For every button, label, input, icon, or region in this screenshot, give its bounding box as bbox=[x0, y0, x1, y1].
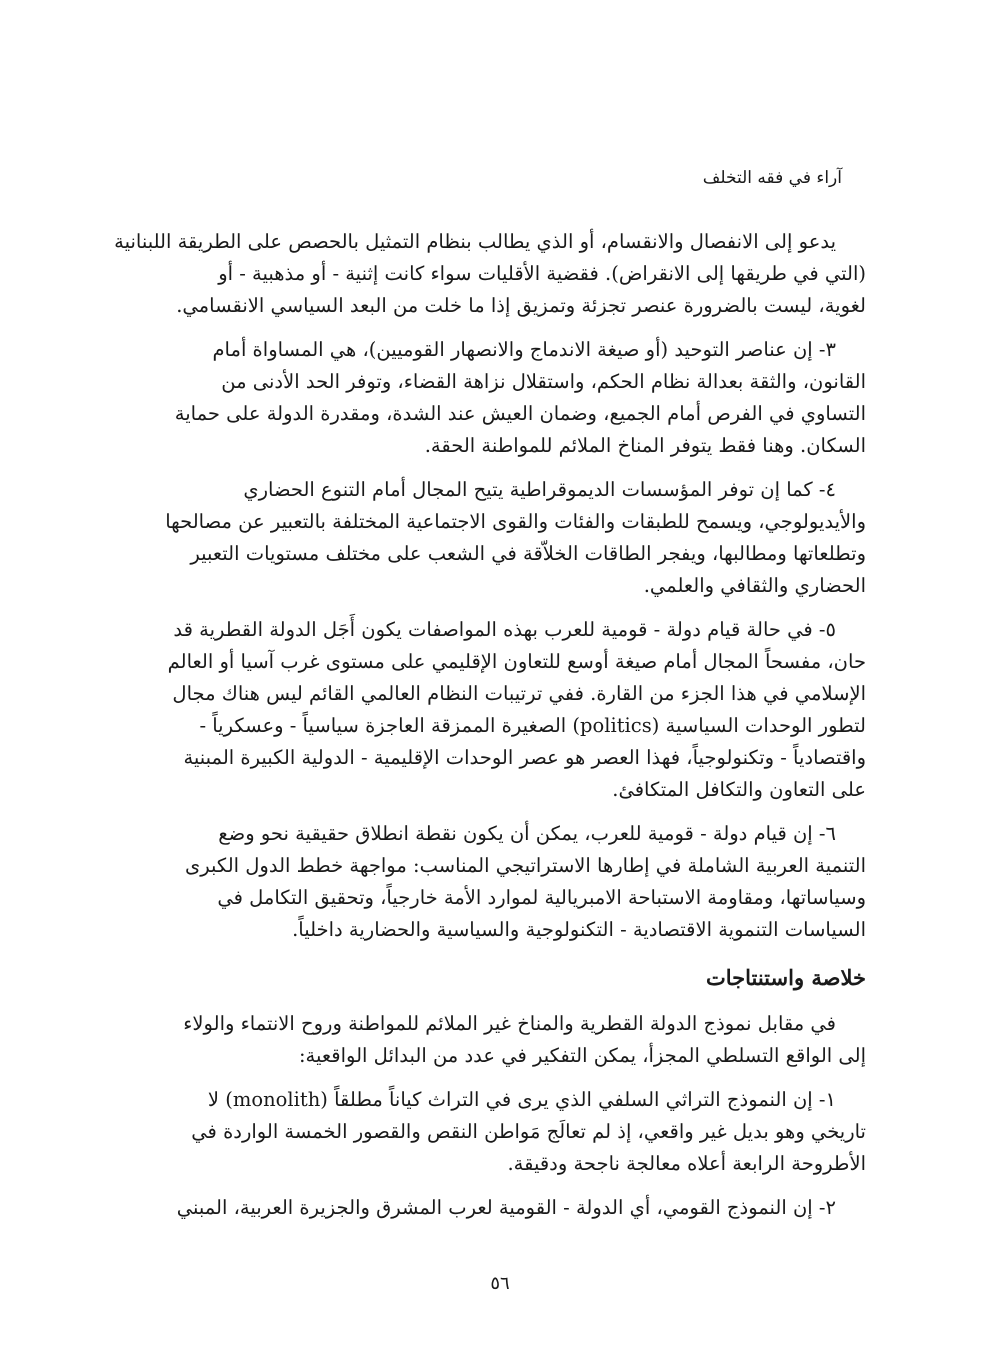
text-line: القانون، والثقة بعدالة نظام الحكم، واستقلال نزاهة القضاء، وتوفر الحد الأدنى من bbox=[221, 370, 866, 393]
text-line: التنمية العربية الشاملة في إطارها الاستراتيجي المناسب: مواجهة خطط الدول الكبرى bbox=[185, 854, 866, 877]
main-paragraphs bbox=[114, 226, 866, 946]
paragraph bbox=[130, 1192, 866, 1224]
paragraph bbox=[130, 614, 866, 806]
text-line: ٢- إن النموذج القومي، أي الدولة - القومية لعرب المشرق والجزيرة العربية، المبني bbox=[176, 1196, 836, 1219]
paragraph bbox=[114, 226, 866, 322]
text-line: في مقابل نموذج الدولة القطرية والمناخ غير الملائم للمواطنة وروح الانتماء والولاء bbox=[183, 1012, 836, 1035]
text-line: لغوية، ليست بالضرورة عنصر تجزئة وتمزيق إذا ما خلت من البعد السياسي الانقسامي. bbox=[176, 294, 866, 317]
text-line: حان، مفسحاً المجال أمام صيغة أوسع للتعاون الإقليمي على مستوى غرب آسيا أو العالم bbox=[167, 650, 866, 673]
paragraph bbox=[130, 1008, 866, 1072]
text-line: ٥- في حالة قيام دولة - قومية للعرب بهذه المواصفات يكون أَجَل الدولة القطرية قد bbox=[173, 618, 836, 641]
text-line: واقتصادياً - وتكنولوجياً، فهذا العصر هو عصر الوحدات الإقليمية - الدولية الكبيرة المبنية bbox=[183, 746, 866, 769]
text-line: التساوي في الفرص أمام الجميع، وضمان العيش عند الشدة، ومقدرة الدولة على حماية bbox=[174, 402, 866, 425]
text-line: ٤- كما إن توفر المؤسسات الديموقراطية يتيح المجال أمام التنوع الحضاري bbox=[243, 478, 836, 501]
text-line: ٣- إن عناصر التوحيد (أو صيغة الاندماج والانصهار القوميين)، هي المساواة أمام bbox=[212, 338, 836, 361]
paragraph bbox=[130, 474, 866, 602]
paragraph bbox=[130, 818, 866, 946]
text-line: الإسلامي في هذا الجزء من القارة. ففي ترتيبات النظام العالمي القائم ليس هناك مجال bbox=[172, 682, 866, 705]
text-line: (التي في طريقها إلى الانقراض). فقضية الأقليات سواء كانت إثنية - أو مذهبية - أو bbox=[218, 262, 866, 285]
text-line: تاريخي وهو بديل غير واقعي، إذ لم تعالَج مَواطن النقص والقصور الخمسة الواردة في bbox=[191, 1120, 866, 1143]
conclusion-paragraphs bbox=[130, 1008, 866, 1224]
text-line: وتطلعاتها ومطالبها، ويفجر الطاقات الخلاّقة في الشعب على مختلف مستويات التعبير bbox=[190, 542, 866, 565]
text-line: وسياساتها، ومقاومة الاستباحة الامبريالية لموارد الأمة خارجياً، وتحقيق التكامل في bbox=[217, 886, 866, 909]
text-line: السياسات التنموية الاقتصادية - التكنولوجية والسياسية والحضارية داخلياً. bbox=[292, 918, 866, 941]
text-line: السكان. وهنا فقط يتوفر المناخ الملائم للمواطنة الحقة. bbox=[424, 434, 866, 457]
text-line: والأيديولوجي، ويسمح للطبقات والفئات والقوى الاجتماعية المختلفة بالتعبير عن مصالحها bbox=[165, 510, 866, 533]
running-head: آراء في فقه التخلف bbox=[702, 168, 842, 188]
body-text bbox=[114, 226, 866, 1236]
paragraph bbox=[130, 1084, 866, 1180]
text-line: ١- إن النموذج التراثي السلفي الذي يرى في التراث كياناً مطلقاً (monolith) لا bbox=[207, 1088, 836, 1111]
paragraph bbox=[130, 334, 866, 462]
section-heading: خلاصة واستنتاجات bbox=[705, 965, 866, 990]
text-line: الأطروحة الرابعة أعلاه معالجة ناجحة ودقيقة. bbox=[507, 1152, 866, 1175]
text-line: الحضاري والثقافي والعلمي. bbox=[643, 574, 866, 597]
text-line: إلى الواقع التسلطي المجزأ، يمكن التفكير في عدد من البدائل الواقعية: bbox=[298, 1044, 866, 1067]
text-line: ٦- إن قيام دولة - قومية للعرب، يمكن أن يكون نقطة انطلاق حقيقية نحو وضع bbox=[218, 822, 836, 845]
page-number: ٥٦ bbox=[490, 1273, 510, 1294]
text-line: يدعو إلى الانفصال والانقسام، أو الذي يطالب بنظام التمثيل بالحصص على الطريقة اللبنانية bbox=[114, 230, 836, 253]
text-line: لتطور الوحدات السياسية (politics) الصغيرة الممزقة العاجزة سياسياً - وعسكرياً - bbox=[199, 714, 866, 737]
text-line: على التعاون والتكافل المتكافئ. bbox=[612, 778, 866, 801]
